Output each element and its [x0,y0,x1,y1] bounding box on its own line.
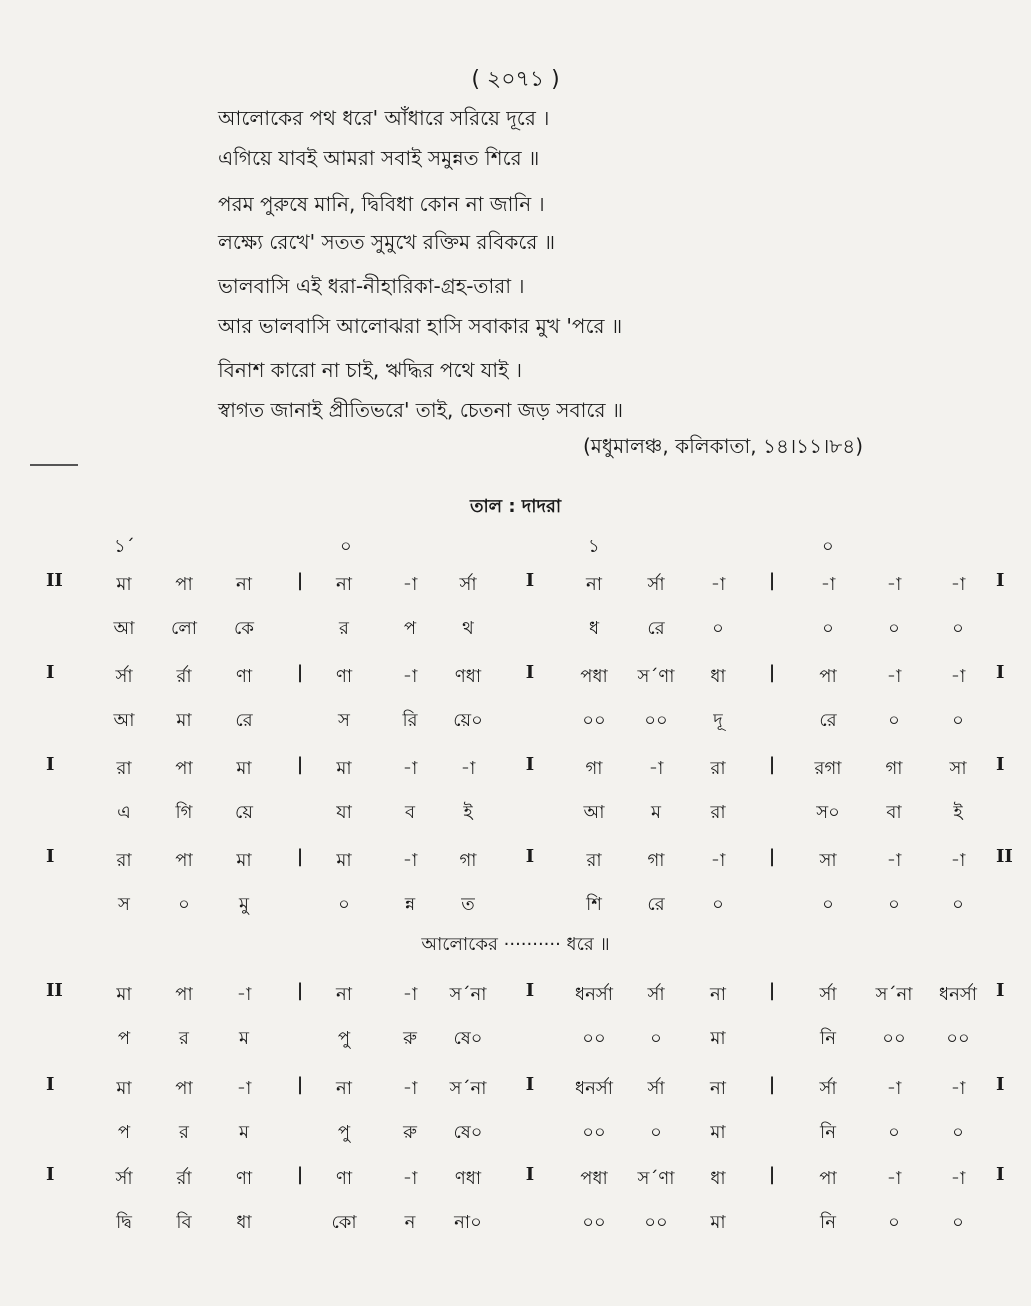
swara-note: সা [949,758,967,779]
notation-row [0,846,1031,878]
lyric-row [0,614,1031,646]
barline: | [768,1164,776,1185]
lyric-syllable: ০ [650,1122,662,1143]
lyric-syllable: ০০ [946,1028,970,1049]
tala-heading: তাল : দাদরা [469,496,562,517]
lyric-syllable: ০০ [882,1028,906,1049]
swara-note: পা [175,758,193,779]
barline: I [525,1164,535,1185]
lyric-syllable: রু [403,1028,417,1049]
swara-note: -া [236,1078,252,1099]
beat-mark-3: ১ [588,536,600,557]
notation-row [0,662,1031,694]
notation-row [0,754,1031,786]
lyric-row [0,1024,1031,1056]
swara-note: -া [820,574,836,595]
end-barline: I [996,662,1005,683]
lyric-syllable: এ [117,802,131,823]
swara-note: না [336,1078,352,1099]
lyric-syllable: ০ [888,894,900,915]
lyric-syllable: ০ [888,1122,900,1143]
swara-note: গা [459,850,477,871]
start-barline: II [46,570,63,591]
end-barline: I [996,754,1005,775]
lyric-syllable: ধা [236,1212,252,1233]
swara-note: ধা [710,1168,726,1189]
swara-note: র্সা [647,1078,665,1099]
swara-note: -া [886,574,902,595]
swara-note: ধনর্সা [575,984,613,1005]
lyric-syllable: ০০ [644,1212,668,1233]
swara-note: গা [585,758,603,779]
barline: | [296,754,304,775]
lyric-syllable: প [403,618,417,639]
barline: I [525,980,535,1001]
lyric-syllable: ম [239,1028,249,1049]
lyric-syllable: স [338,710,350,731]
beat-mark-1: ১´ [114,536,135,557]
lyric-syllable: বা [886,802,902,823]
lyric-syllable: ০০ [644,710,668,731]
swara-note: স´ণা [637,666,675,687]
end-barline: I [996,980,1005,1001]
swara-note: গা [647,850,665,871]
barline: | [296,980,304,1001]
barline: | [296,662,304,683]
swara-note: -া [886,666,902,687]
swara-note: র্সা [115,1168,133,1189]
lyric-syllable: মা [176,710,192,731]
lyric-syllable: গি [175,802,193,823]
swara-note: -া [886,1078,902,1099]
barline: | [296,846,304,867]
lyric-syllable: রে [819,710,837,731]
lyric-row [0,1118,1031,1150]
lyric-syllable: রি [402,710,418,731]
refrain-line: আলোকের ·········· ধরে ॥ [421,934,610,955]
lyric-syllable: মা [710,1212,726,1233]
swara-note: মা [236,758,252,779]
swara-note: মা [116,574,132,595]
lyric-syllable: স [118,894,130,915]
lyric-syllable: রে [235,710,253,731]
barline: | [768,570,776,591]
lyric-syllable: ০ [952,894,964,915]
swara-note: স´না [449,1078,487,1099]
lyric-syllable: না০ [454,1212,482,1233]
lyric-syllable: ম [239,1122,249,1143]
swara-note: ধা [710,666,726,687]
swara-note: রগা [814,758,842,779]
swara-note: -া [950,1168,966,1189]
lyric-syllable: মা [710,1028,726,1049]
lyric-syllable: ০ [888,618,900,639]
notation-row [0,1074,1031,1106]
lyric-syllable: ০০ [582,710,606,731]
swara-note: -া [460,758,476,779]
barline: | [296,1164,304,1185]
lyric-syllable: ০ [822,894,834,915]
swara-note: র্রা [176,666,192,687]
swara-note: মা [116,1078,132,1099]
swara-note: রা [116,850,132,871]
lyric-syllable: প [117,1122,131,1143]
swara-note: র্সা [115,666,133,687]
beat-mark-4: ০ [822,536,834,557]
lyric-syllable: র [339,618,349,639]
lyric-syllable: ০ [888,1212,900,1233]
swara-note: -া [950,574,966,595]
swara-note: স´না [449,984,487,1005]
start-barline: I [46,1074,55,1095]
swara-note: ণা [235,666,253,687]
page-number: ( ২০৭১ ) [471,67,560,92]
lyric-syllable: স০ [816,802,840,823]
start-barline: I [46,1164,55,1185]
swara-note: না [336,984,352,1005]
end-barline: II [996,846,1013,867]
swara-note: না [586,574,602,595]
barline: I [525,1074,535,1095]
lyric-syllable: ধ [588,618,600,639]
barline: | [768,1074,776,1095]
swara-note: -া [648,758,664,779]
swara-note: রা [116,758,132,779]
beat-mark-2: ০ [340,536,352,557]
lyric-syllable: আ [583,802,605,823]
swara-note: না [710,984,726,1005]
end-barline: I [996,1164,1005,1185]
swara-note: ধনর্সা [575,1078,613,1099]
lyric-syllable: পু [337,1122,351,1143]
swara-note: মা [336,850,352,871]
swara-note: রা [586,850,602,871]
lyric-syllable: ০ [712,894,724,915]
swara-note: পা [175,574,193,595]
swara-note: -া [402,666,418,687]
lyric-syllable: ষে০ [453,1122,483,1143]
swara-note: গা [885,758,903,779]
lyric-syllable: ০ [952,618,964,639]
swara-note: -া [710,574,726,595]
lyric-syllable: ন [404,1212,416,1233]
swara-note: পা [175,850,193,871]
swara-note: -া [950,1078,966,1099]
lyric-syllable: নি [820,1122,836,1143]
lyric-syllable: ০ [952,1212,964,1233]
barline: I [525,570,535,591]
lyric-syllable: বি [176,1212,192,1233]
lyric-syllable: ০০ [582,1122,606,1143]
lyric-syllable: র [179,1122,189,1143]
lyric-syllable: ত [461,894,475,915]
lyric-syllable: রে [647,618,665,639]
lyric-syllable: ব [404,802,416,823]
lyric-syllable: যা [336,802,352,823]
swara-note: ণধা [454,1168,482,1189]
swara-note: -া [950,666,966,687]
swara-note: স´ণা [637,1168,675,1189]
lyric-syllable: রে [647,894,665,915]
lyric-syllable: লো [171,618,197,639]
lyric-syllable: নি [820,1212,836,1233]
lyric-syllable: ই [953,802,963,823]
barline: | [296,570,304,591]
lyric-row [0,706,1031,738]
lyric-syllable: রু [403,1122,417,1143]
swara-note: র্সা [819,984,837,1005]
end-barline: I [996,1074,1005,1095]
lyric-syllable: থ [462,618,474,639]
swara-note: -া [402,758,418,779]
lyric-syllable: পু [337,1028,351,1049]
lyric-syllable: ০ [712,618,724,639]
lyric-syllable: ই [463,802,473,823]
lyric-row [0,798,1031,830]
swara-note: ণধা [454,666,482,687]
barline: | [768,754,776,775]
start-barline: II [46,980,63,1001]
notation-row [0,1164,1031,1196]
swara-note: -া [402,574,418,595]
lyric-syllable: ০০ [582,1212,606,1233]
lyric-syllable: নি [820,1028,836,1049]
lyric-row [0,890,1031,922]
lyric-syllable: দ্বি [116,1212,132,1233]
swara-note: -া [886,1168,902,1189]
lyric-syllable: প [117,1028,131,1049]
lyric-syllable: ০ [822,618,834,639]
swara-note: পা [175,1078,193,1099]
swara-note: পধা [580,1168,608,1189]
lyric-syllable: মু [239,894,249,915]
lyric-syllable: র [179,1028,189,1049]
swara-note: স´না [875,984,913,1005]
lyric-syllable: শি [586,894,602,915]
lyric-row [0,1208,1031,1240]
swara-note: মা [116,984,132,1005]
barline: I [525,846,535,867]
swara-note: না [236,574,252,595]
swara-note: ধনর্সা [939,984,977,1005]
notation-row [0,570,1031,602]
lyric-syllable: ০ [952,1122,964,1143]
lyric-syllable: কো [331,1212,357,1233]
swara-note: র্সা [647,984,665,1005]
swara-note: র্সা [459,574,477,595]
swara-note: -া [402,1168,418,1189]
swara-note: পা [175,984,193,1005]
swara-note: -া [402,850,418,871]
lyric-syllable: দূ [713,710,723,731]
lyric-syllable: মা [710,1122,726,1143]
lyric-syllable: ০০ [582,1028,606,1049]
lyric-syllable: কে [234,618,254,639]
swara-note: মা [336,758,352,779]
lyric-syllable: ০ [650,1028,662,1049]
swara-note: সা [819,850,837,871]
lyric-syllable: রা [710,802,726,823]
swara-note: -া [710,850,726,871]
swara-note: ণা [235,1168,253,1189]
barline: | [768,980,776,1001]
notation-row [0,980,1031,1012]
swara-note: ণা [335,666,353,687]
barline: | [296,1074,304,1095]
swara-note: ণা [335,1168,353,1189]
swara-note: -া [402,1078,418,1099]
end-barline: I [996,570,1005,591]
start-barline: I [46,846,55,867]
lyric-syllable: ম [651,802,661,823]
lyric-syllable: আ [113,618,135,639]
swara-note: পধা [580,666,608,687]
barline: | [768,846,776,867]
barline: I [525,754,535,775]
lyric-syllable: ০ [952,710,964,731]
lyric-syllable: ন্ন [404,894,416,915]
start-barline: I [46,754,55,775]
margin-mark [30,464,78,466]
lyric-syllable: ০ [178,894,190,915]
swara-note: র্সা [819,1078,837,1099]
swara-note: না [336,574,352,595]
source-citation: (মধুমালঞ্চ, কলিকাতা, ১৪।১১।৮৪) [582,434,863,458]
swara-note: -া [950,850,966,871]
lyric-syllable: আ [113,710,135,731]
lyric-syllable: ০ [888,710,900,731]
lyric-syllable: ষে০ [453,1028,483,1049]
swara-note: -া [886,850,902,871]
swara-note: -া [236,984,252,1005]
swara-note: র্রা [176,1168,192,1189]
lyric-syllable: ০ [338,894,350,915]
lyric-syllable: য়ে [235,802,253,823]
barline: I [525,662,535,683]
swara-note: মা [236,850,252,871]
swara-note: পা [819,1168,837,1189]
start-barline: I [46,662,55,683]
swara-note: পা [819,666,837,687]
notation-page: ( ২০৭১ ) আলোকের পথ ধরে' আঁধারে সরিয়ে দূরে । এগিয়ে যাবই আমরা সবাই সমুন্নত শিরে ॥ পরম পুরুষে মানি, দ্বিবিধা কোন না জানি । লক্ষ্যে রেখে' সতত সুমুখে রক্তিম রবিকরে ॥ ভালবাসি এই ধরা-নীহারিকা-গ্রহ-তারা । আর ভালবাসি আলোঝরা হাসি সবাকার মুখ 'পরে ॥ বিনাশ কারো না চাই, ঋদ্ধির পথে যাই । স্বাগত জানাই প্রীতিভরে' তাই, চেতনা জড় সবারে ॥ (মধুমালঞ্চ, কলিকাতা, ১৪।১১।৮৪) তাল : দাদরা ১´ ০ ১ ০ II | I | I মা পা না না -া র্সা না র্সা -া -া -া -া আ লো কে র প থ ধ রে ০ ০ ০ ০ I | I | I র্সা র্রা ণা ণা -া ণধা পধা স´ণা ধা পা -া -া আ মা রে স রি য়ে০ ০০ ০০ দূ রে ০ ০ I | I | I রা পা মা মা -া -া গা -া রা রগা গা সা এ গি য়ে যা ব ই আ ম রা স০ বা ই I | I | II রা পা মা মা -া গা রা গা -া সা -া -া স ০ মু ০ ন্ন ত শি রে ০ ০ ০ ০ II | I | I মা পা -া না -া স´না ধনর্সা র্সা না র্সা স´না ধনর্সা প র ম পু রু ষে০ ০০ ০ মা নি ০০ ০০ I | I | I মা পা -া না -া স´না ধনর্সা র্সা না র্সা -া -া প র ম পু রু ষে০ ০০ ০ মা নি ০ ০ I | I | I র্সা র্রা ণা ণা -া ণধা পধা স´ণা ধা পা -া -া দ্বি বি ধা কো ন না০ ০০ ০০ মা নি ০ ০ আলোকের ·········· ধরে ॥ [0,0,1031,1306]
barline: | [768,662,776,683]
swara-note: র্সা [647,574,665,595]
swara-note: -া [402,984,418,1005]
lyric-syllable: য়ে০ [453,710,483,731]
swara-note: রা [710,758,726,779]
swara-note: না [710,1078,726,1099]
